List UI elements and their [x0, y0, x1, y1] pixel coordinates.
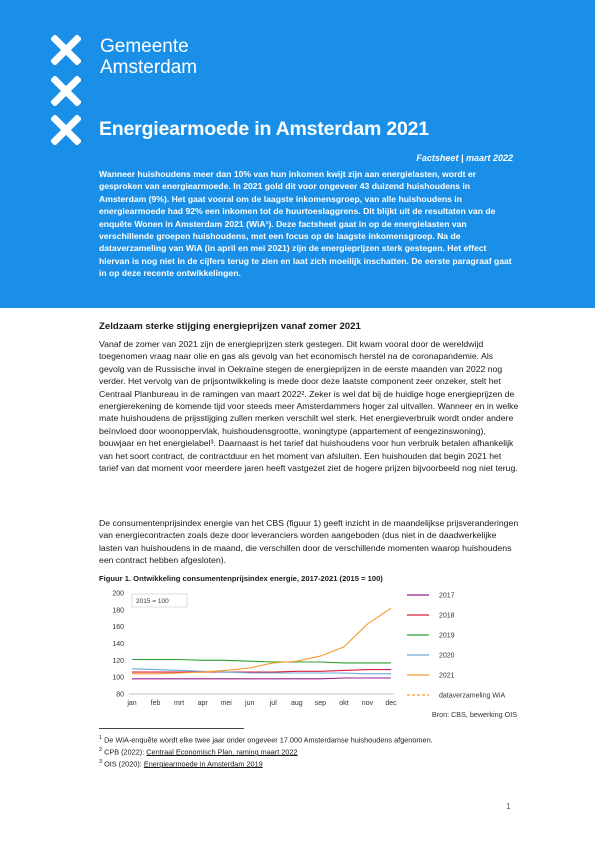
series-line-2019 [132, 660, 391, 663]
footnote-link[interactable]: Energiearmoede in Amsterdam 2019 [143, 759, 263, 769]
figure-source: Bron: CBS, bewerking OIS [431, 710, 517, 719]
x-tick-label: mrt [174, 700, 185, 707]
x-tick-label: mei [220, 700, 232, 707]
andreas-cross-icon [51, 76, 81, 106]
legend-label: 2018 [439, 612, 455, 620]
line-chart [99, 584, 519, 724]
y-tick-label: 180 [112, 607, 124, 615]
logo-line-1: Gemeente [100, 36, 189, 57]
header-banner [0, 0, 595, 308]
logo-text [100, 36, 197, 78]
body-paragraph-2: De consumentenprijsindex energie van het CBS (figuur 1) geeft inzicht in de maandelijkse prijsveranderingen van energiecontracten zoals deze door leveranciers worden aangeboden (dus niet in de daadwerkelijke lasten van huishoudens in de maand, die verschillen door de verschillende momenten waarop huishoudens een contract hebben afgesloten). [99, 518, 519, 566]
x-tick-label: sep [314, 700, 327, 707]
logo-line-2: Amsterdam [100, 57, 198, 78]
footnote-number: 1 [99, 735, 103, 741]
footnote-divider [99, 728, 244, 729]
legend-label: 2017 [439, 592, 455, 600]
legend-label: 2020 [439, 652, 455, 660]
body-paragraph-1: Vanaf de zomer van 2021 zijn de energieprijzen sterk gestegen. Dit kwam vooral door de wereldwijd toegenomen vraag naar olie en gas als gevolg van het economisch herstel na de coronapandemie. Als gevolg van de Russische inval in Oekraïne stegen de energieprijzen in de eerste maanden van 2022 nog verder. Het vervolg van de prijsontwikkeling is mede door deze laatste component zeer onzeker, stelt het Centraal Planbureau in de ramingen van maart 2022². Zeker is wel dat bij de huidige hoge energieprijzen de energierekening de komende tijd voor steeds meer Amsterdammers hoger zal uitvallen. Wanneer en in welke mate huishoudens de prijsstijging zullen merken verschilt wel sterk. Het energieverbruik wordt onder andere beïnvloed door woonoppervlak, huishoudensgrootte, woningtype (appartement of eengezinswoning), bouwjaar en het energielabel³. Daarnaast is het tarief dat huishoudens voor hun verbruik betalen afhankelijk van het soort contract, de contractduur en het moment van afsluiten. Een huishouden dat begin 2021 het tarief van dat moment voor meerdere jaren heeft vastgezet ziet de hogere prijzen bijvoorbeeld nog niet terug. [99, 339, 519, 474]
x-tick-label: aug [290, 700, 303, 707]
intro-paragraph: Wanneer huishoudens meer dan 10% van hun inkomen kwijt zijn aan energielasten, wordt er gesproken van energiearmoede. In 2021 gold dit voor ongeveer 43 duizend huishoudens in Amsterdam (9%). Het gaat vooral om de laagste inkomensgroep, van alle huishoudens in energiearmoede had 92% een inkomen tot de huurtoeslaggrens. Dit blijkt uit de resultaten van de enquête Wonen in Amsterdam 2021 (WiA¹). Deze factsheet gaat in op de energielasten van verschillende groepen huishoudens, met een focus op de laagste inkomensgroep. Na de dataverzameling van WiA (in april en mei 2021) zijn de energieprijzen sterk gestegen. Het effect hiervan is nog niet in de cijfers terug te zien en laat zich moeilijk inschatten. De eerste paragraaf gaat in op deze recente ontwikkelingen. [99, 169, 512, 279]
footnote-number: 2 [99, 747, 103, 753]
x-tick-label: jul [269, 700, 277, 707]
legend-label: dataverzameling WiA [439, 692, 506, 700]
x-tick-label: jan [127, 700, 137, 707]
y-tick-label: 140 [112, 641, 124, 648]
footnote: $^1$ De WiA-enquête wordt elke twee jaar onder ongeveer 17.000 Amsterdamse huishoudens afgenomen. [99, 735, 433, 745]
legend-label: 2021 [439, 672, 455, 680]
y-tick-label: 160 [112, 624, 124, 632]
x-tick-label: nov [361, 700, 374, 707]
y-tick-label: 100 [112, 674, 124, 682]
chart-annotation: 2015 = 100 [136, 598, 169, 605]
page-number: 1 [506, 802, 511, 811]
andreas-cross-icon [51, 35, 81, 65]
y-tick-label: 120 [112, 657, 124, 665]
page-subtitle: Factsheet | maart 2022 [416, 153, 513, 163]
page-title: Energiearmoede in Amsterdam 2021 [99, 118, 429, 140]
series-line-2017 [132, 678, 391, 679]
x-tick-label: jun [245, 700, 255, 707]
x-tick-label: feb [150, 700, 161, 707]
footnote-number: 3 [99, 759, 103, 765]
y-tick-label: 200 [112, 590, 124, 598]
x-tick-label: dec [385, 700, 397, 707]
andreas-cross-icon [51, 115, 81, 145]
x-tick-label: okt [339, 700, 349, 707]
footnote-link[interactable]: Centraal Economisch Plan, raming maart 2022 [146, 747, 298, 757]
section-heading: Zeldzaam sterke stijging energieprijzen vanaf zomer 2021 [99, 321, 361, 332]
footnote: $^3$ OIS (2020): Energiearmoede in Amsterdam 2019 [99, 759, 263, 769]
figure-caption: Figuur 1. Ontwikkeling consumentenprijsindex energie, 2017-2021 (2015 = 100) [99, 574, 383, 583]
y-tick-label: 80 [116, 691, 124, 699]
x-tick-label: apr [197, 700, 208, 707]
legend-label: 2019 [439, 632, 455, 640]
footnote: $^2$ CPB (2022): Centraal Economisch Plan, raming maart 2022 [99, 747, 298, 757]
series-line-2021 [132, 608, 391, 674]
